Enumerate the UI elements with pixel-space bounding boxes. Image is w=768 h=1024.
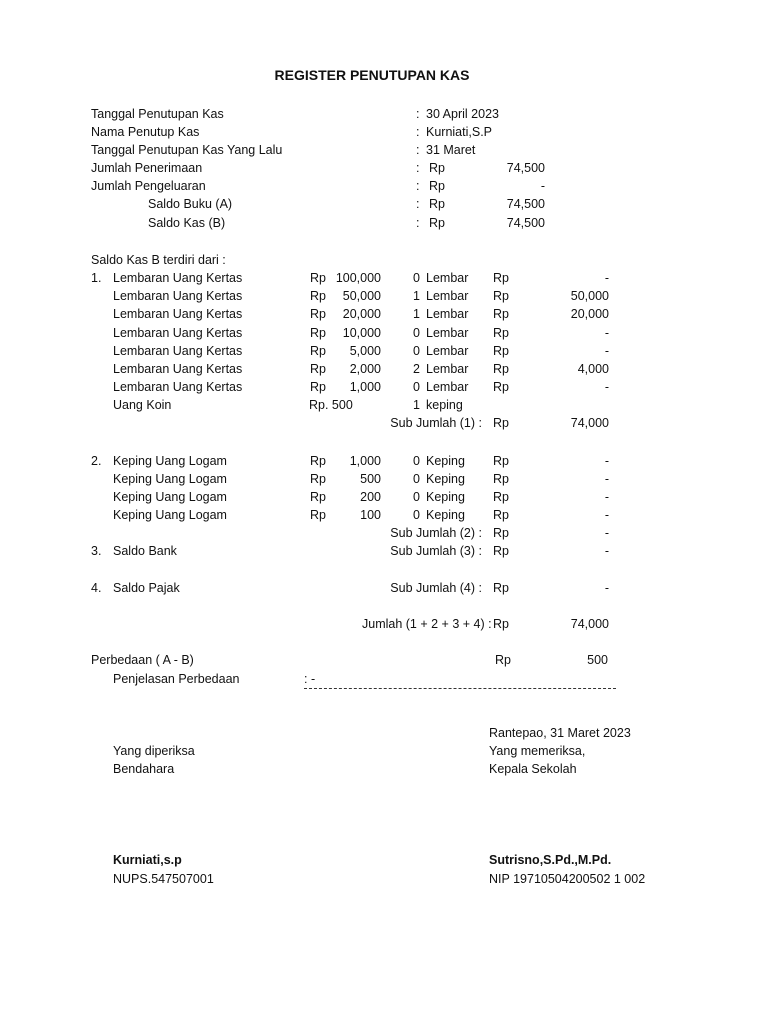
row-currency: Rp bbox=[310, 454, 326, 468]
section-number: 1. bbox=[91, 271, 102, 285]
section-number: 3. bbox=[91, 544, 102, 558]
row-quantity: 0 bbox=[413, 490, 420, 504]
row-amount: 50,000 bbox=[570, 289, 609, 303]
subtotal-rp: Rp bbox=[493, 416, 509, 430]
row-unit: Lembar bbox=[426, 380, 469, 394]
row-amount: - bbox=[604, 508, 609, 522]
row-denomination: 1,000 bbox=[349, 380, 381, 394]
row-currency: Rp bbox=[310, 307, 326, 321]
header-label: Jumlah Penerimaan bbox=[91, 161, 203, 175]
row-unit: Lembar bbox=[426, 362, 469, 376]
row-rp: Rp bbox=[493, 508, 509, 522]
row-label: Lembaran Uang Kertas bbox=[113, 307, 243, 321]
row-denomination: 1,000 bbox=[349, 454, 381, 468]
header-value: 74,500 bbox=[506, 216, 545, 230]
header-colon: : bbox=[416, 107, 420, 121]
header-value: 74,500 bbox=[506, 197, 545, 211]
header-colon: : bbox=[416, 125, 420, 139]
row-label: Keping Uang Logam bbox=[113, 508, 227, 522]
header-label: Saldo Buku (A) bbox=[148, 197, 233, 211]
difference-label: Perbedaan ( A - B) bbox=[91, 653, 194, 667]
row-currency: Rp bbox=[310, 380, 326, 394]
row-rp: Rp bbox=[493, 472, 509, 486]
row-unit: Lembar bbox=[426, 307, 469, 321]
subtotal-rp: Rp bbox=[493, 526, 509, 540]
row-currency: Rp bbox=[310, 472, 326, 486]
total-rp: Rp bbox=[493, 617, 509, 631]
row-currency: Rp bbox=[310, 490, 326, 504]
row-denomination: 100,000 bbox=[335, 271, 381, 285]
row-unit: Lembar bbox=[426, 344, 469, 358]
row-label: Lembaran Uang Kertas bbox=[113, 326, 243, 340]
header-label: Jumlah Pengeluaran bbox=[91, 179, 206, 193]
row-unit: Keping bbox=[426, 490, 465, 504]
header-colon: : bbox=[416, 143, 420, 157]
row-currency: Rp. 500 bbox=[309, 398, 353, 412]
row-denomination: 100 bbox=[360, 508, 381, 522]
row-rp: Rp bbox=[493, 307, 509, 321]
total-amount: 74,000 bbox=[570, 617, 609, 631]
header-value: 74,500 bbox=[506, 161, 545, 175]
explanation-underline bbox=[304, 688, 616, 689]
header-value: 31 Maret bbox=[426, 143, 476, 157]
section-number: 2. bbox=[91, 454, 102, 468]
header-colon: : bbox=[416, 161, 420, 175]
row-quantity: 0 bbox=[413, 454, 420, 468]
row-label: Keping Uang Logam bbox=[113, 490, 227, 504]
row-quantity: 1 bbox=[413, 398, 420, 412]
row-unit: Lembar bbox=[426, 326, 469, 340]
row-amount: - bbox=[604, 326, 609, 340]
row-unit: Keping bbox=[426, 508, 465, 522]
subtotal-label: Sub Jumlah (2) : bbox=[390, 526, 482, 540]
explanation-label: Penjelasan Perbedaan bbox=[113, 672, 240, 686]
row-denomination: 10,000 bbox=[342, 326, 381, 340]
header-currency: Rp bbox=[429, 216, 445, 230]
right-position: Kepala Sekolah bbox=[489, 762, 577, 776]
row-rp: Rp bbox=[493, 326, 509, 340]
header-currency: Rp bbox=[429, 197, 445, 211]
row-label: Lembaran Uang Kertas bbox=[113, 362, 243, 376]
subtotal-label: Sub Jumlah (3) : bbox=[390, 544, 482, 558]
row-amount: - bbox=[604, 344, 609, 358]
row-currency: Rp bbox=[310, 289, 326, 303]
row-denomination: 2,000 bbox=[349, 362, 381, 376]
header-value: Kurniati,S.P bbox=[426, 125, 493, 139]
subtotal-label: Sub Jumlah (4) : bbox=[390, 581, 482, 595]
row-unit: Lembar bbox=[426, 289, 469, 303]
row-unit: Lembar bbox=[426, 271, 469, 285]
row-currency: Rp bbox=[310, 271, 326, 285]
right-signatory-name: Sutrisno,S.Pd.,M.Pd. bbox=[489, 853, 612, 867]
row-amount: - bbox=[604, 380, 609, 394]
row-label: Lembaran Uang Kertas bbox=[113, 271, 243, 285]
row-label: Keping Uang Logam bbox=[113, 472, 227, 486]
header-label: Saldo Kas (B) bbox=[148, 216, 226, 230]
row-label: Saldo Pajak bbox=[113, 581, 180, 595]
place-date: Rantepao, 31 Maret 2023 bbox=[489, 726, 631, 740]
row-rp: Rp bbox=[493, 380, 509, 394]
row-quantity: 0 bbox=[413, 271, 420, 285]
left-position: Bendahara bbox=[113, 762, 175, 776]
row-amount: - bbox=[604, 472, 609, 486]
row-currency: Rp bbox=[310, 362, 326, 376]
row-label: Saldo Bank bbox=[113, 544, 177, 558]
difference-rp: Rp bbox=[495, 653, 511, 667]
row-quantity: 1 bbox=[413, 289, 420, 303]
subtotal-amount: 74,000 bbox=[570, 416, 609, 430]
subtotal-rp: Rp bbox=[493, 581, 509, 595]
row-label: Lembaran Uang Kertas bbox=[113, 344, 243, 358]
right-role: Yang memeriksa, bbox=[489, 744, 586, 758]
row-label: Lembaran Uang Kertas bbox=[113, 289, 243, 303]
row-label: Keping Uang Logam bbox=[113, 454, 227, 468]
left-role: Yang diperiksa bbox=[113, 744, 195, 758]
row-label: Lembaran Uang Kertas bbox=[113, 380, 243, 394]
row-denomination: 200 bbox=[360, 490, 381, 504]
section-number: 4. bbox=[91, 581, 102, 595]
row-rp: Rp bbox=[493, 271, 509, 285]
row-denomination: 20,000 bbox=[342, 307, 381, 321]
row-currency: Rp bbox=[310, 326, 326, 340]
row-unit: Keping bbox=[426, 454, 465, 468]
row-denomination: 500 bbox=[360, 472, 381, 486]
row-amount: - bbox=[604, 490, 609, 504]
header-currency: Rp bbox=[429, 161, 445, 175]
header-label: Tanggal Penutupan Kas Yang Lalu bbox=[91, 143, 283, 157]
header-colon: : bbox=[416, 216, 420, 230]
difference-amount: 500 bbox=[587, 653, 608, 667]
page-title: REGISTER PENUTUPAN KAS bbox=[274, 67, 470, 83]
row-denomination: 5,000 bbox=[349, 344, 381, 358]
row-quantity: 0 bbox=[413, 508, 420, 522]
row-amount: 4,000 bbox=[577, 362, 609, 376]
row-rp: Rp bbox=[493, 362, 509, 376]
total-label: Jumlah (1 + 2 + 3 + 4) : bbox=[362, 617, 492, 631]
header-currency: Rp bbox=[429, 179, 445, 193]
saldo-intro: Saldo Kas B terdiri dari : bbox=[91, 253, 226, 267]
row-denomination: 50,000 bbox=[342, 289, 381, 303]
row-quantity: 0 bbox=[413, 326, 420, 340]
row-quantity: 2 bbox=[413, 362, 420, 376]
row-rp: Rp bbox=[493, 490, 509, 504]
header-colon: : bbox=[416, 197, 420, 211]
left-signatory-id: NUPS.547507001 bbox=[113, 872, 214, 886]
row-amount: - bbox=[604, 271, 609, 285]
subtotal-amount: - bbox=[604, 544, 609, 558]
row-amount: 20,000 bbox=[570, 307, 609, 321]
header-value: - bbox=[540, 179, 545, 193]
left-signatory-name: Kurniati,s.p bbox=[113, 853, 182, 867]
header-colon: : bbox=[416, 179, 420, 193]
row-quantity: 0 bbox=[413, 344, 420, 358]
row-unit: Keping bbox=[426, 472, 465, 486]
subtotal-amount: - bbox=[604, 526, 609, 540]
row-quantity: 1 bbox=[413, 307, 420, 321]
row-currency: Rp bbox=[310, 508, 326, 522]
right-signatory-id: NIP 19710504200502 1 002 bbox=[489, 872, 646, 886]
explanation-value: : - bbox=[304, 672, 316, 686]
header-value: 30 April 2023 bbox=[426, 107, 499, 121]
header-label: Nama Penutup Kas bbox=[91, 125, 200, 139]
row-amount: - bbox=[604, 454, 609, 468]
row-rp: Rp bbox=[493, 289, 509, 303]
subtotal-label: Sub Jumlah (1) : bbox=[390, 416, 482, 430]
row-rp: Rp bbox=[493, 344, 509, 358]
subtotal-rp: Rp bbox=[493, 544, 509, 558]
row-label: Uang Koin bbox=[113, 398, 172, 412]
header-label: Tanggal Penutupan Kas bbox=[91, 107, 224, 121]
row-rp: Rp bbox=[493, 454, 509, 468]
subtotal-amount: - bbox=[604, 581, 609, 595]
row-unit: keping bbox=[426, 398, 463, 412]
row-quantity: 0 bbox=[413, 472, 420, 486]
row-quantity: 0 bbox=[413, 380, 420, 394]
row-currency: Rp bbox=[310, 344, 326, 358]
